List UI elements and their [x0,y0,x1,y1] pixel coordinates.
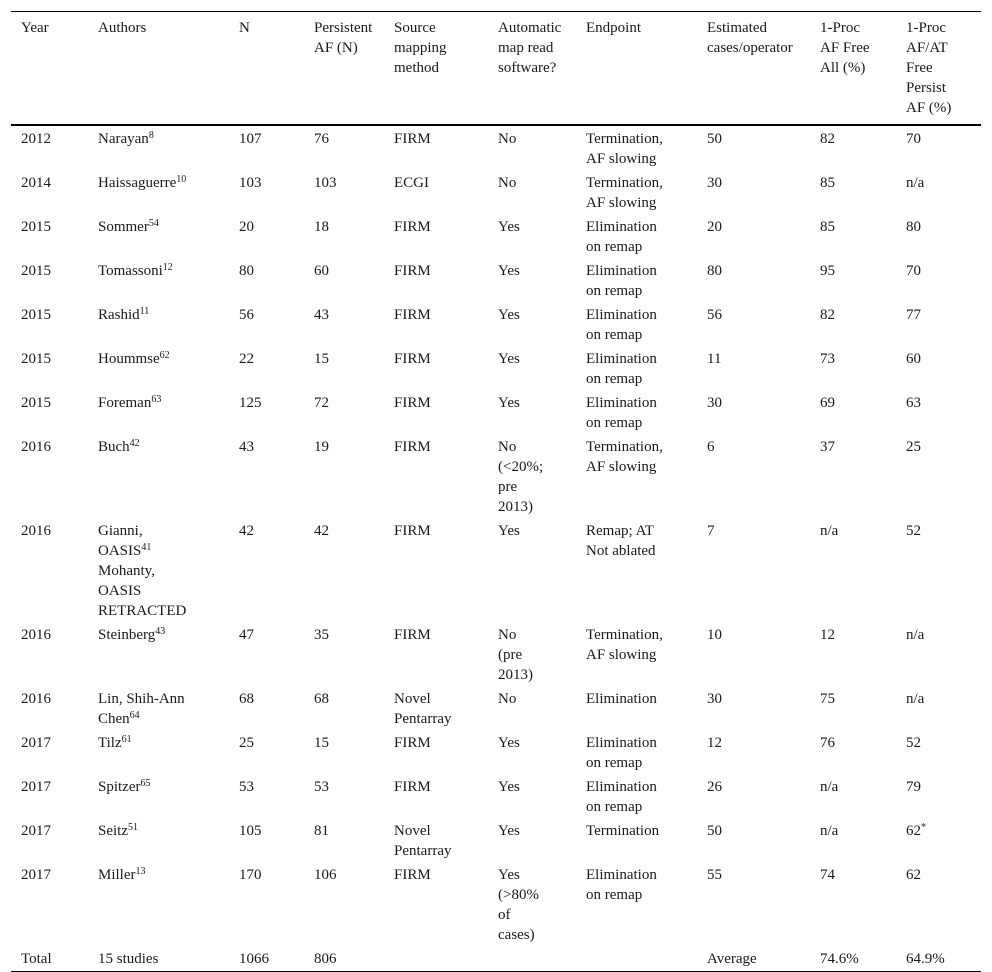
cell-cases: 7 [707,523,715,539]
author-name: Tilz [98,735,122,751]
cell-endpoint: Elimination on remap [586,351,657,387]
table-row [11,347,981,391]
cell-persistent: 18 [314,219,329,235]
cell-endpoint: Elimination [586,691,657,707]
cell-year: 2015 [21,219,51,235]
cell-free-persist [896,347,981,391]
cell-persistent: 43 [314,307,329,323]
cell-n: 53 [239,779,254,795]
table-row [11,731,981,775]
studies-table [11,11,981,972]
cell-endpoint: Termination, AF slowing [586,627,663,663]
cell-n: 42 [239,523,254,539]
header-persistent: Persistent AF (N) [314,20,373,56]
cell-author [88,687,229,731]
cell-free-persist [896,303,981,347]
cell-year: 2015 [21,263,51,279]
cell-free-all: 73 [820,351,835,367]
cell-cases: 26 [707,779,722,795]
cell-year: 2015 [21,351,51,367]
cell-endpoint: Elimination on remap [586,779,657,815]
cell-free-persist [896,819,981,863]
cell-n: 56 [239,307,254,323]
author-name: Gianni, OASIS [98,523,143,559]
cell-cases: 20 [707,219,722,235]
cell-author [88,171,229,215]
cell-method: Novel Pentarray [394,691,452,727]
cell-year: 2014 [21,175,51,191]
cell-method: FIRM [394,307,431,323]
cell-author [88,215,229,259]
header-endpoint: Endpoint [586,20,641,36]
cell-author [88,623,229,687]
value: 79 [906,779,921,795]
cell-persistent: 60 [314,263,329,279]
author-name: Tomassoni [98,263,163,279]
reference-number: 10 [176,174,187,185]
value: 77 [906,307,921,323]
cell-year: 2016 [21,627,51,643]
value: 80 [906,219,921,235]
cell-software: No [498,175,517,191]
table-row [11,303,981,347]
cell-free-persist [896,171,981,215]
reference-number: 61 [121,734,132,745]
total-free-persist: 64.9% [906,951,945,967]
cell-year: 2012 [21,131,51,147]
cell-n: 25 [239,735,254,751]
reference-number: 64 [129,710,140,721]
cell-year: 2016 [21,523,51,539]
cell-free-persist [896,863,981,947]
cell-author [88,819,229,863]
cell-free-persist [896,215,981,259]
cell-free-all: 85 [820,175,835,191]
cell-free-persist [896,731,981,775]
header-year: Year [21,20,49,36]
cell-author [88,731,229,775]
cell-free-all: n/a [820,779,839,795]
cell-free-all: 82 [820,307,835,323]
cell-free-all: 37 [820,439,835,455]
cell-free-all: 69 [820,395,835,411]
total-empty [576,947,697,972]
total-average-label: Average [707,951,757,967]
cell-cases: 10 [707,627,722,643]
cell-software: Yes [498,263,520,279]
cell-n: 170 [239,867,262,883]
author-name: Sommer [98,219,149,235]
reference-number: 11 [139,306,150,317]
cell-n: 20 [239,219,254,235]
cell-cases: 30 [707,691,722,707]
cell-persistent: 19 [314,439,329,455]
cell-year: 2015 [21,307,51,323]
cell-method: FIRM [394,439,431,455]
cell-endpoint: Elimination on remap [586,395,657,431]
cell-year: 2017 [21,867,51,883]
table-body [11,125,981,972]
cell-method: Novel Pentarray [394,823,452,859]
header-method: Source mapping method [394,20,447,76]
cell-cases: 50 [707,131,722,147]
cell-method: FIRM [394,779,431,795]
cell-method: FIRM [394,867,431,883]
cell-free-persist [896,687,981,731]
table-row [11,215,981,259]
table-row [11,171,981,215]
cell-free-all: n/a [820,523,839,539]
cell-method: FIRM [394,395,431,411]
reference-number: 43 [155,626,166,637]
total-persistent: 806 [314,951,337,967]
value: 62 [906,823,921,839]
cell-author [88,863,229,947]
author-name: Narayan [98,131,149,147]
cell-software: Yes [498,735,520,751]
cell-free-persist [896,775,981,819]
cell-author [88,259,229,303]
cell-software: Yes [498,219,520,235]
total-empty [488,947,576,972]
cell-persistent: 35 [314,627,329,643]
cell-cases: 11 [707,351,722,367]
cell-free-all: 95 [820,263,835,279]
header-software: Automatic map read software? [498,20,562,76]
cell-cases: 50 [707,823,722,839]
cell-software: Yes [498,779,520,795]
table-row [11,519,981,623]
cell-author [88,435,229,519]
cell-free-persist [896,623,981,687]
reference-number: 13 [135,866,146,877]
cell-year: 2017 [21,735,51,751]
cell-endpoint: Elimination on remap [586,867,657,903]
value: 70 [906,131,921,147]
table-row [11,435,981,519]
header-free-persist: 1-Proc AF/AT Free Persist AF (%) [906,20,952,116]
cell-software: No [498,691,517,707]
header-cases: Estimated cases/operator [707,20,793,56]
header-n: N [239,20,250,36]
reference-number: 42 [129,438,140,449]
value: 52 [906,523,921,539]
cell-software: Yes [498,307,520,323]
author-name: Spitzer [98,779,141,795]
cell-free-persist [896,125,981,171]
cell-cases: 30 [707,175,722,191]
table-row [11,125,981,171]
total-label: Total [21,951,52,967]
cell-author [88,347,229,391]
cell-persistent: 42 [314,523,329,539]
cell-software: Yes (>80% of cases) [498,867,539,943]
cell-persistent: 106 [314,867,337,883]
cell-cases: 6 [707,439,715,455]
cell-endpoint: Elimination on remap [586,735,657,771]
cell-cases: 30 [707,395,722,411]
cell-method: FIRM [394,735,431,751]
cell-persistent: 81 [314,823,329,839]
cell-method: FIRM [394,627,431,643]
reference-number: 62 [159,350,170,361]
reference-number: 12 [162,262,173,273]
cell-software: No [498,131,517,147]
reference-number: 54 [148,218,159,229]
cell-free-all: n/a [820,823,839,839]
cell-method: FIRM [394,351,431,367]
cell-n: 47 [239,627,254,643]
cell-method: FIRM [394,263,431,279]
total-studies: 15 studies [98,951,159,967]
cell-method: ECGI [394,175,429,191]
cell-cases: 12 [707,735,722,751]
cell-free-persist [896,259,981,303]
cell-cases: 56 [707,307,722,323]
table-header [11,12,981,126]
header-authors: Authors [98,20,147,36]
value: n/a [906,175,925,191]
cell-author [88,391,229,435]
value: n/a [906,627,925,643]
cell-persistent: 76 [314,131,329,147]
value: 70 [906,263,921,279]
cell-persistent: 53 [314,779,329,795]
table-row [11,391,981,435]
table-row [11,819,981,863]
cell-author [88,303,229,347]
cell-persistent: 103 [314,175,337,191]
cell-software: Yes [498,523,520,539]
author-name: Lin, Shih-Ann Chen [98,691,185,727]
footnote-mark: * [921,822,926,833]
cell-endpoint: Elimination on remap [586,307,657,343]
cell-software: Yes [498,351,520,367]
cell-endpoint: Termination, AF slowing [586,439,663,475]
author-name: Steinberg [98,627,156,643]
cell-free-all: 12 [820,627,835,643]
cell-endpoint: Termination [586,823,660,839]
cell-n: 22 [239,351,254,367]
cell-n: 68 [239,691,254,707]
cell-free-all: 75 [820,691,835,707]
cell-free-all: 85 [820,219,835,235]
cell-free-persist [896,435,981,519]
total-n: 1066 [239,951,269,967]
cell-persistent: 68 [314,691,329,707]
cell-cases: 55 [707,867,722,883]
cell-endpoint: Elimination on remap [586,219,657,255]
cell-year: 2016 [21,439,51,455]
cell-n: 80 [239,263,254,279]
cell-software: No (pre 2013) [498,627,533,683]
reference-number: 41 [141,542,152,553]
cell-persistent: 15 [314,351,329,367]
cell-method: FIRM [394,131,431,147]
total-row [11,947,981,972]
author-name: Haissaguerre [98,175,177,191]
author-name: Miller [98,867,136,883]
cell-cases: 80 [707,263,722,279]
cell-author [88,125,229,171]
cell-free-persist [896,519,981,623]
cell-n: 105 [239,823,262,839]
cell-free-persist [896,391,981,435]
cell-method: FIRM [394,523,431,539]
value: 63 [906,395,921,411]
author-name: Rashid [98,307,140,323]
cell-free-all: 74 [820,867,835,883]
cell-persistent: 15 [314,735,329,751]
table-row [11,687,981,731]
cell-year: 2015 [21,395,51,411]
table-row [11,623,981,687]
cell-n: 107 [239,131,262,147]
cell-author [88,519,229,623]
author-note: Mohanty, OASIS RETRACTED [98,563,187,619]
reference-number: 51 [128,822,138,833]
value: n/a [906,691,925,707]
cell-year: 2017 [21,823,51,839]
cell-method: FIRM [394,219,431,235]
cell-n: 43 [239,439,254,455]
cell-software: Yes [498,395,520,411]
value: 62 [906,867,921,883]
cell-n: 125 [239,395,262,411]
cell-software: Yes [498,823,520,839]
author-name: Seitz [98,823,128,839]
cell-year: 2016 [21,691,51,707]
cell-endpoint: Elimination on remap [586,263,657,299]
cell-software: No (<20%; pre 2013) [498,439,544,515]
cell-year: 2017 [21,779,51,795]
author-name: Buch [98,439,130,455]
cell-n: 103 [239,175,262,191]
cell-endpoint: Termination, AF slowing [586,175,663,211]
total-free-all: 74.6% [820,951,859,967]
reference-number: 65 [140,778,151,789]
cell-persistent: 72 [314,395,329,411]
author-name: Foreman [98,395,152,411]
value: 25 [906,439,921,455]
header-free-all: 1-Proc AF Free All (%) [820,20,870,76]
total-empty [384,947,488,972]
table-row [11,863,981,947]
table-row [11,259,981,303]
table-row [11,775,981,819]
cell-endpoint: Remap; AT Not ablated [586,523,656,559]
value: 52 [906,735,921,751]
reference-number: 8 [148,130,154,141]
cell-endpoint: Termination, AF slowing [586,131,663,167]
cell-author [88,775,229,819]
value: 60 [906,351,921,367]
cell-free-all: 82 [820,131,835,147]
reference-number: 63 [151,394,162,405]
author-name: Hoummse [98,351,160,367]
cell-free-all: 76 [820,735,835,751]
